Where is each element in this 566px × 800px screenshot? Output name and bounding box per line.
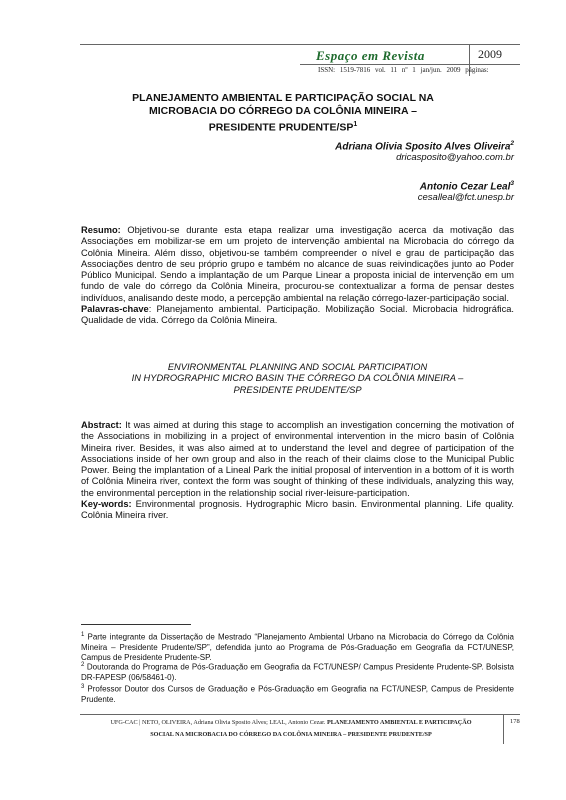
english-title-line-2: IN HYDROGRAPHIC MICRO BASIN THE CÓRREGO DA COLÔNIA MINEIRA – <box>131 373 464 384</box>
volume: vol. 11 <box>374 66 398 74</box>
abstract-label: Abstract: <box>81 420 122 430</box>
footnote-1: $^1$ Parte integrante da Dissertação de Mestrado “Planejamento Ambiental Urbano na Microbacia do Córrego da Colônia Mineira – Presidente Prudente/SP”, defendida junto ao Programa de Pós-Graduação em Geografia da FCT/UNESP, Campus de Presidente Prudente-SP. <box>81 632 514 662</box>
footnote-rule <box>81 624 191 625</box>
author-email: cesalleal@fct.unesp.br <box>417 192 514 204</box>
palavras-chave-paragraph <box>81 304 514 327</box>
title-line-2: MICROBACIA DO CÓRREGO DA COLÔNIA MINEIRA – <box>149 105 417 117</box>
pages-label: páginas: <box>465 66 489 74</box>
header-rule-mid <box>300 64 520 65</box>
palavras-chave-label: Palavras-chave <box>81 304 149 315</box>
footer-rule <box>80 714 520 715</box>
english-title-line-3: PRESIDENTE PRUDENTE/SP <box>233 384 362 395</box>
journal-year: 2009 <box>478 47 502 61</box>
header-rule-top <box>80 44 520 45</box>
abstract-section <box>81 420 514 522</box>
author-2 <box>418 180 514 203</box>
english-title <box>81 362 514 396</box>
author-1 <box>335 140 514 163</box>
page-number: 178 <box>510 718 520 725</box>
title-line-3: PRESIDENTE PRUDENTE/$SP^1$ <box>208 121 358 134</box>
title-line-1: PLANEJAMENTO AMBIENTAL E PARTICIPAÇÃO SOCIAL NA <box>132 92 434 104</box>
keywords-paragraph <box>81 499 514 522</box>
resumo-paragraph <box>81 225 514 304</box>
keywords-text: Environmental prognosis. Hydrographic Micro basin. Environmental planning. Life quality. Colônia Mineira river. <box>81 499 514 521</box>
footer-line-2: SOCIAL NA MICROBACIA DO CÓRREGO DA COLÔNIA MINEIRA – PRESIDENTE PRUDENTE/SP <box>150 731 432 738</box>
author-email: dricasposito@yahoo.com.br <box>396 152 514 164</box>
abstract-paragraph <box>81 420 514 499</box>
resumo-label: Resumo: <box>81 225 121 235</box>
issue-number: nº 1 <box>401 66 416 74</box>
title-footnote-mark: 1 <box>353 121 358 128</box>
footnote-2: $^2$ Doutoranda do Programa de Pós-Graduação em Geografia da FCT/UNESP/ Campus Presidente Prudente-SP. Bolsista DR-FAPESP (06/58461-0). <box>81 662 514 682</box>
resumo-section <box>81 225 514 327</box>
issn: ISSN: 1519-7816 <box>318 66 371 74</box>
english-title-line-1: ENVIRONMENTAL PLANNING AND SOCIAL PARTICIPATION <box>167 362 428 372</box>
period: jan/jun. 2009 <box>420 66 461 74</box>
paper-title <box>110 92 456 135</box>
journal-name: Espaço em Revista <box>316 48 425 63</box>
footer-divider <box>503 714 504 744</box>
issn-line <box>318 66 489 74</box>
palavras-chave-text: : Planejamento ambiental. Participação. Mobilização Social. Microbacia hidrográfica. Qualidade de vida. Córrego da Colônia Mineira. <box>81 304 514 326</box>
keywords-label: Key-words: <box>81 499 132 510</box>
author-name: Antonio Cezar Leal$^3$ <box>419 180 514 193</box>
author-name: Adriana Olivia Sposito Alves Oliveira$^2$ <box>335 140 514 153</box>
footnote-3: $^3$ Professor Doutor dos Cursos de Graduação e Pós-Graduação em Geografia na FCT/UNESP, Campus de Presidente Prudente. <box>81 684 514 704</box>
abstract-text: It was aimed at during this stage to accomplish an investigation concerning the motivation of the Associations in mobilizing in a project of environmental intervention in the micro basin of Colônia Mineira river. Besides, it was also aimed at to understand the level and degree of participation of the Associations inside of her own group and also in the reach of their claims close to the Municipal Public Power. Being the implantation of a Lineal Park the initial proposal of intervention in a bottom of it is worth of Colônia Mineira river, context the form was sought of thinking of these individuals, analyzing this way, the environmental perception in the relationship social river-leisure-participation. <box>81 420 514 498</box>
resumo-text: Objetivou-se durante esta etapa realizar uma investigação acerca da motivação das Associações em mobilizar-se em um projeto de intervenção ambiental na Microbacia do córrego da Colônia Mineira. Além disso, objetivou-se também compreender o nível e grau de participação das Associações dentro de seu próprio grupo e também no alcance de suas reivindicações junto ao Poder Público Municipal. Sendo a implantação de um Parque Linear a proposta inicial de intervenção em um fundo de vale do córrego da Colônia Mineira, procurou-se contextualizar a forma de pensar destes indivíduos, analisando deste modo, a percepção ambiental na relação córrego-lazer-participação social. <box>81 225 514 303</box>
footer-line-1: UFG-CAC | NETO, OLIVEIRA, Adriana Olivia Sposito Alves; LEAL, Antonio Cezar. PLANEJAMENTO AMBIENTAL E PARTICIPAÇÃO <box>110 719 472 726</box>
